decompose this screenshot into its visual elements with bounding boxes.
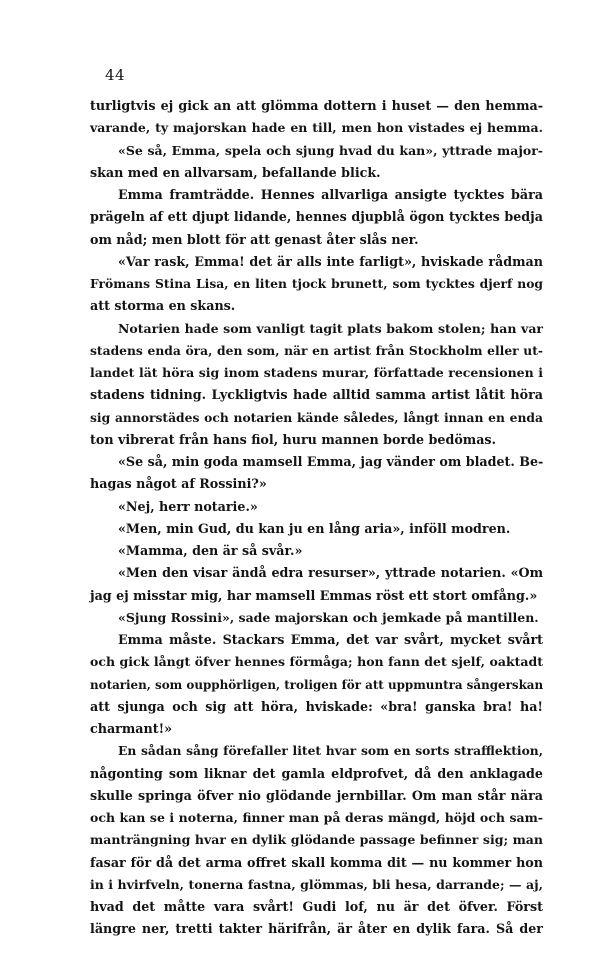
text-line: manträngning hvar en dylik glödande passage befinner sig; man <box>90 832 543 848</box>
text-line: landet lät höra sig inom stadens murar, författade recensionen i <box>90 365 543 380</box>
text-line: prägeln af ett djupt lidande, hennes djupblå ögon tycktes bedja <box>90 209 543 225</box>
text-line: Frömans Stina Lisa, en liten tjock brunett, som tycktes djerf nog <box>90 276 543 291</box>
text-line: och gick långt öfver hennes förmåga; hon fann det sjelf, oaktadt <box>90 654 543 670</box>
text-line: notarien, som oupphörligen, troligen för att uppmuntra sångerskan <box>90 677 544 692</box>
page-number: 44 <box>105 66 126 84</box>
text-line: att storma en skans. <box>90 298 236 314</box>
text-line: stadens enda öra, den som, när en artist från Stockholm eller ut- <box>90 342 543 358</box>
text-line: jag ej misstar mig, har mamsell Emmas röst ett stort omfång.» <box>90 587 538 603</box>
text-line: Emma framträdde. Hennes allvarliga ansigte tycktes bära <box>118 187 543 202</box>
text-line: om nåd; men blott för att genast åter slås ner. <box>90 231 419 247</box>
text-line: En sådan sång förefaller litet hvar som en sorts strafflektion, <box>118 743 543 759</box>
text-line: hagas något af Rossini?» <box>90 476 267 492</box>
text-line: turligtvis ej gick an att glömma dottern i huset — den hemma- <box>90 98 543 113</box>
text-line: fasar för då det arma offret skall komma dit — nu kommer hon <box>90 854 543 870</box>
text-line: «Se så, min goda mamsell Emma, jag vänder om bladet. Be- <box>118 454 544 469</box>
text-line: «Se så, Emma, spela och sjung hvad du kan», yttrade major- <box>118 142 543 158</box>
text-line: att sjunga och sig att höra, hviskade: «bra! ganska bra! ha! <box>90 698 543 714</box>
text-line: någonting som liknar det gamla eldprofvet, då den anklagade <box>90 765 543 781</box>
text-line: stadens tidning. Lyckligtvis hade alltid samma artist låtit höra <box>90 387 543 403</box>
text-line: skan med en allvarsam, befallande blick. <box>90 164 381 180</box>
text-line: sig annorstädes och notarien kände således, långt innan en enda <box>90 409 543 425</box>
text-line: längre ner, tretti takter härifrån, är åter en dylik fara. Så der <box>90 921 543 937</box>
text-line: hvad det måtte vara svårt! Gudi lof, nu är det öfver. Först <box>90 899 543 914</box>
text-line: Notarien hade som vanligt tagit plats bakom stolen; han var <box>118 320 543 336</box>
text-line: «Men den visar ändå edra resurser», yttrade notarien. «Om <box>118 565 543 581</box>
text-line: varande, ty majorskan hade en till, men hon vistades ej hemma. <box>90 120 543 136</box>
text-line: och kan se i noterna, finner man på deras mängd, höjd och sam- <box>90 810 543 825</box>
text-line: «Var rask, Emma! det är alls inte farligt», hviskade rådman <box>118 253 543 269</box>
text-line: «Mamma, den är så svår.» <box>118 543 303 558</box>
text-line: Emma måste. Stackars Emma, det var svårt, mycket svårt <box>118 632 543 647</box>
text-line: charmant!» <box>90 721 173 736</box>
text-line: skulle springa öfver nio glödande jernbillar. Om man står nära <box>90 787 543 803</box>
text-line: in i hvirfveln, tonerna fastna, glömmas, bli hesa, darrande; — aj, <box>90 876 543 892</box>
text-line: «Nej, herr notarie.» <box>118 498 258 514</box>
body-text <box>90 95 543 941</box>
text-line: ton vibrerat från hans fiol, huru mannen borde bedömas. <box>90 431 496 447</box>
text-line: «Sjung Rossini», sade majorskan och jemkade på mantillen. <box>118 609 539 625</box>
text-line: «Men, min Gud, du kan ju en lång aria», inföll modren. <box>118 520 511 536</box>
